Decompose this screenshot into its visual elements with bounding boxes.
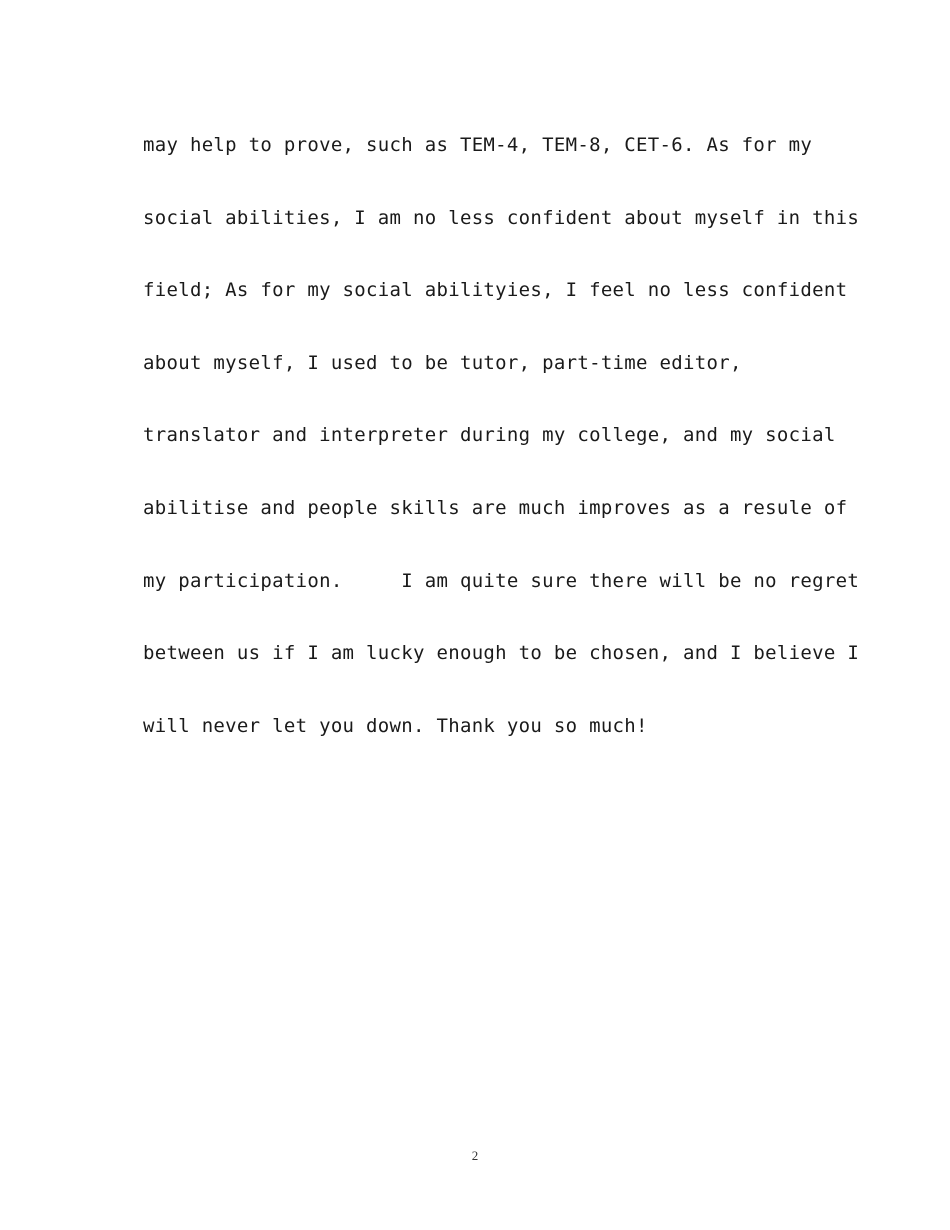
- text-line: abilitise and people skills are much improves as a resule of: [143, 496, 848, 519]
- text-line: field; As for my social abilityies, I feel no less confident: [143, 279, 848, 302]
- text-line: translator and interpreter during my college, and my social: [143, 424, 836, 447]
- text-line: social abilities, I am no less confident about myself in this: [143, 206, 860, 229]
- text-line: between us if I am lucky enough to be chosen, and I believe I: [143, 642, 860, 665]
- body-text: [143, 128, 860, 781]
- text-line: my participation. I am quite sure there will be no regret: [143, 569, 860, 592]
- text-line: may help to prove, such as TEM-4, TEM-8, CET-6. As for my: [143, 134, 813, 156]
- text-line: will never let you down. Thank you so much!: [143, 714, 648, 737]
- page-number: 2: [471, 1148, 479, 1163]
- text-line: about myself, I used to be tutor, part-time editor,: [143, 351, 742, 374]
